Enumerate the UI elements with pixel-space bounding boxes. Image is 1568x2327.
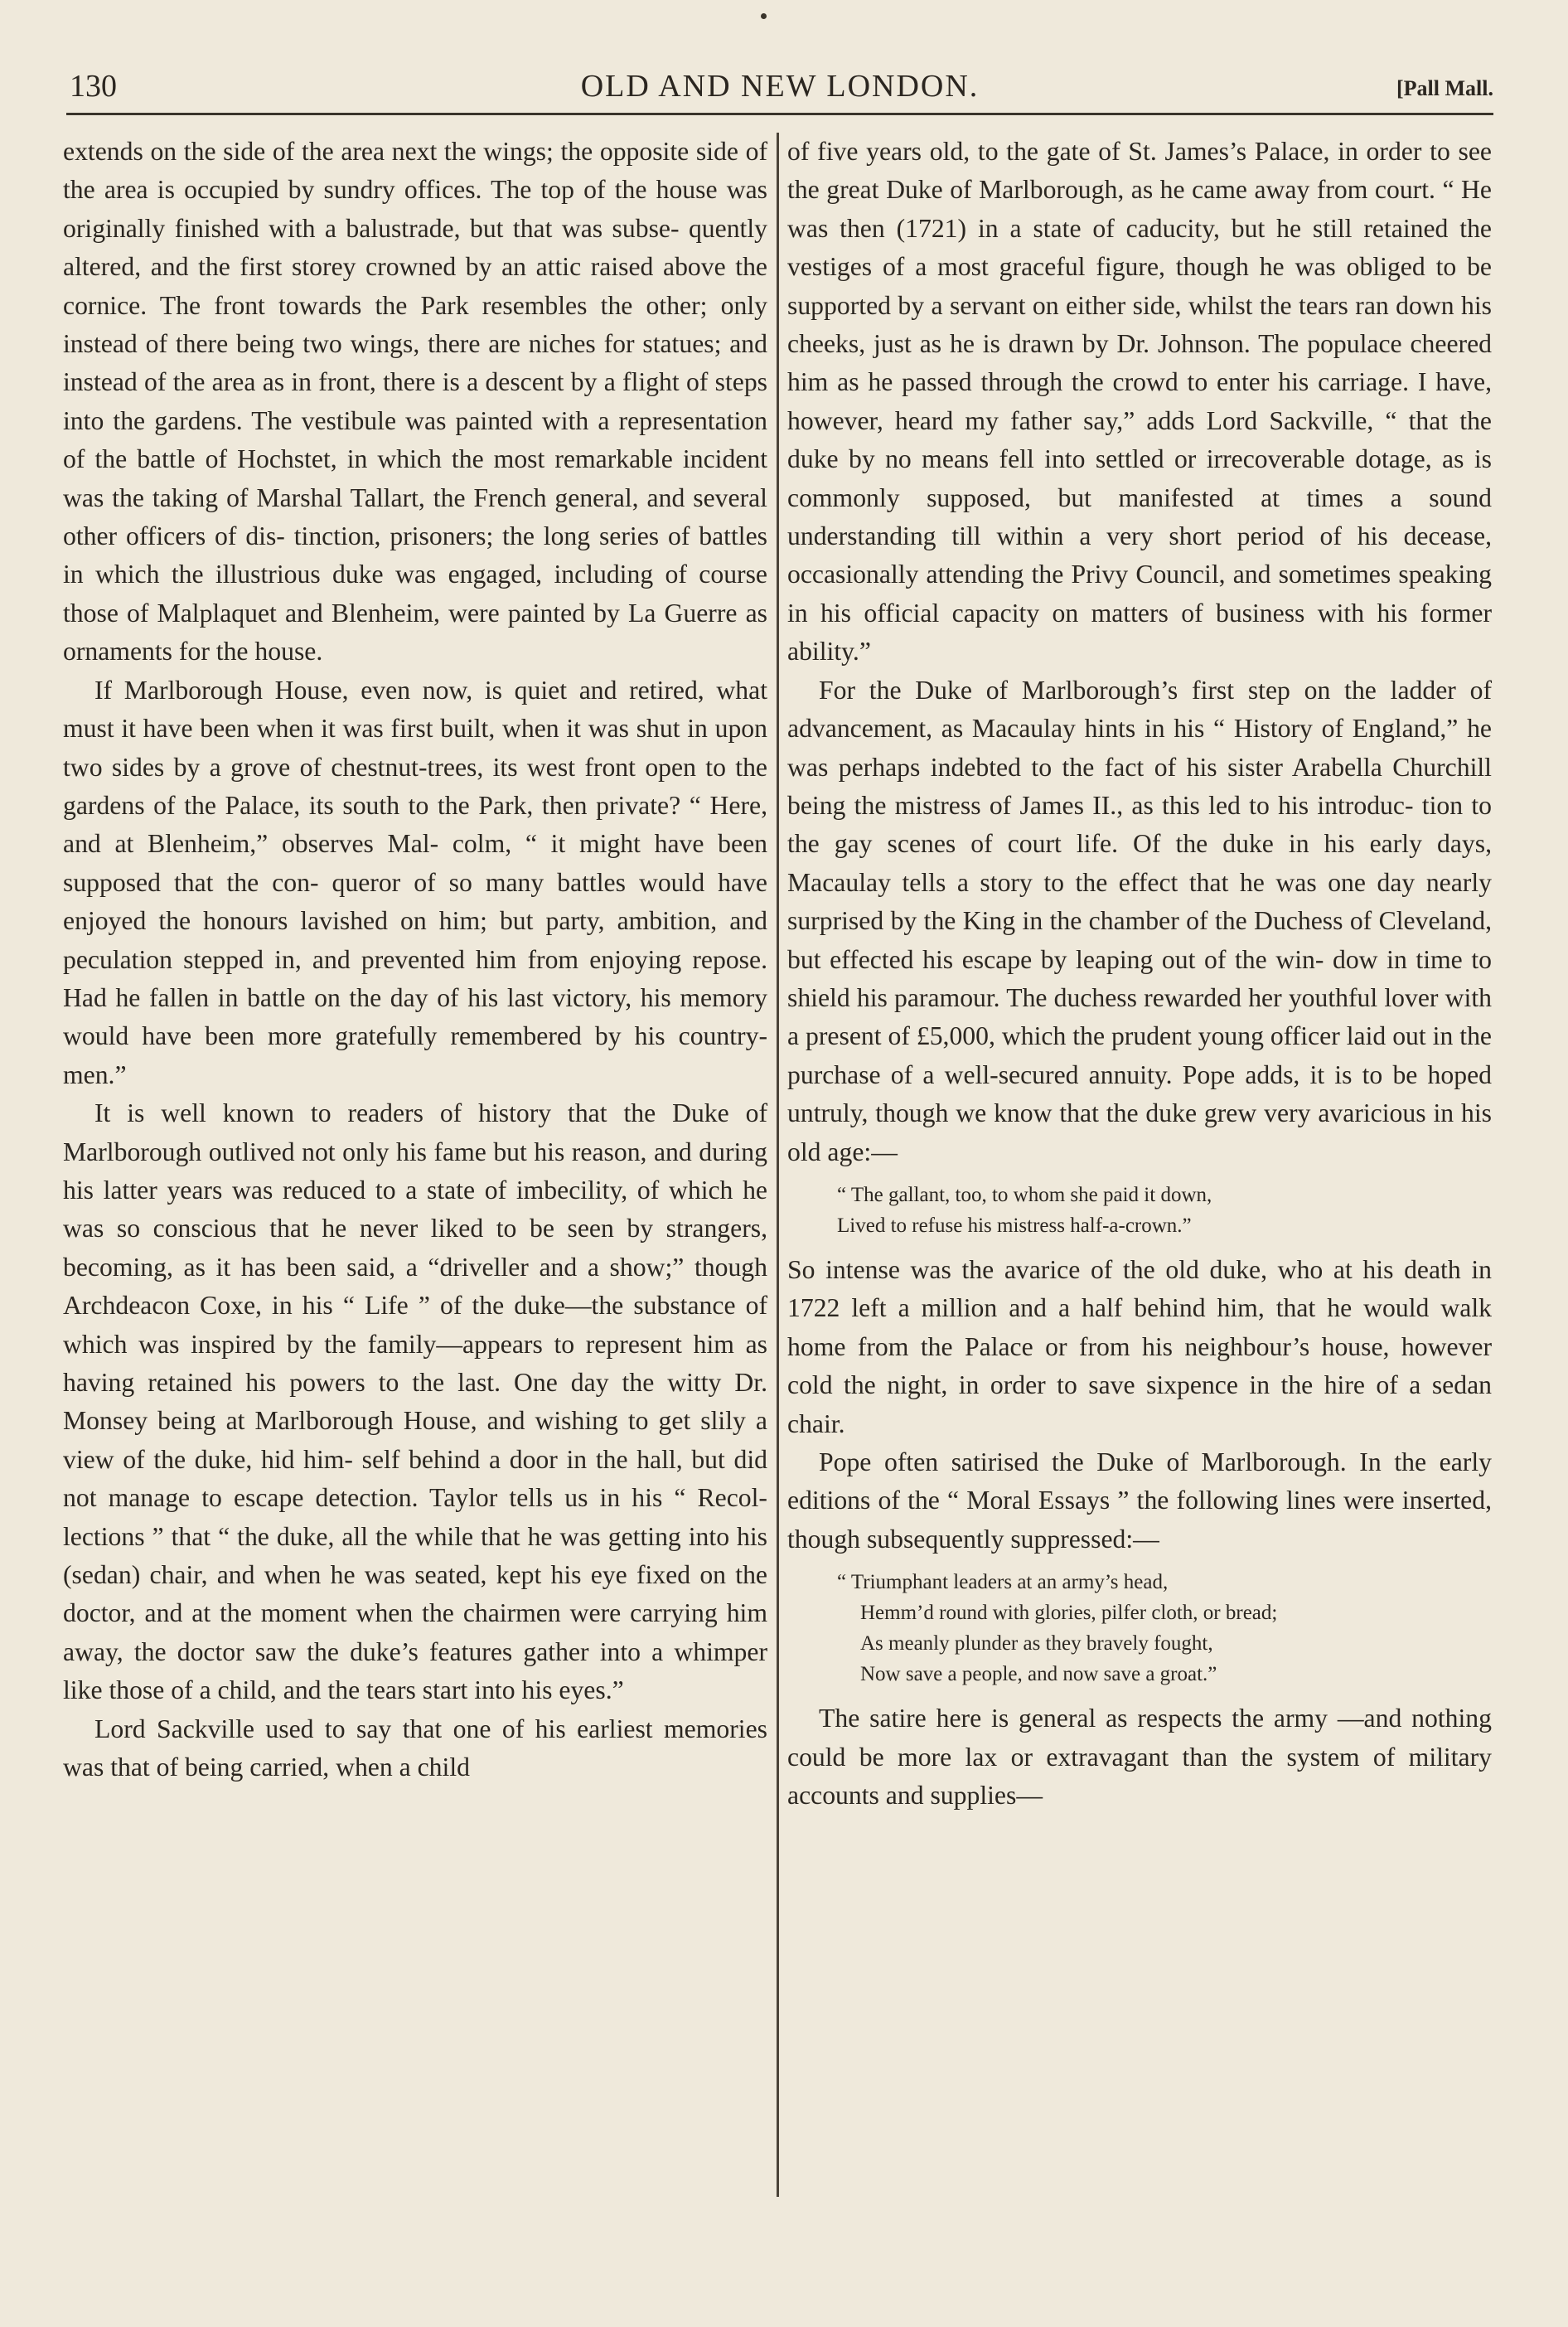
verse-line: Lived to refuse his mistress half-a-crown.” (837, 1214, 1192, 1237)
verse-quote (837, 1180, 1492, 1241)
verse-line: “ Triumphant leaders at an army’s head, (837, 1571, 1169, 1594)
section-label: [Pall Mall. (1396, 76, 1493, 100)
verse-line: As meanly plunder as they bravely fought, (860, 1632, 1213, 1656)
right-column (787, 133, 1492, 1815)
paragraph: If Marlborough House, even now, is quiet and retired, what must it have been when it was first built, when it was shut in upon two sides by a grove of chestnut-trees, its west front open to the gardens of the Palace, its south to the Park, then private? “ Here, and at Blenheim,” observes Mal- colm, “ it might have been supposed that the con- queror of so many battles would have enjoyed the honours lavished on him; but party, ambition, and peculation stepped in, and prevented him from enjoying repose. Had he fallen in battle on the day of his last victory, his memory would have been more gratefully remembered by his country- men.” (63, 675, 767, 1089)
column-divider (777, 133, 779, 2197)
verse-line: Hemm’d round with glories, pilfer cloth, or bread; (860, 1602, 1278, 1625)
paragraph: extends on the side of the area next the wings; the opposite side of the area is occupied by sundry offices. The top of the house was originally finished with a balustrade, but that was subse- quently altered, and the first storey crowned by an attic raised above the cornice. The front towards the Park resembles the other; only instead of there being two wings, there are niches for statues; and instead of the area as in front, there is a descent by a flight of steps into the gardens. The vestibule was painted with a representation of the battle of Hochstet, in which the most remarkable incident was the taking of Marshal Tallart, the French general, and several other officers of dis- tinction, prisoners; the long series of battles in which the illustrious duke was engaged, including of course those of Malplaquet and Blenheim, were painted by La Guerre as ornaments for the house. (63, 137, 767, 667)
paragraph: So intense was the avarice of the old duke, who at his death in 1722 left a million and a half behind him, that he would walk home from the Palace or from his neighbour’s house, however cold the night, in order to save sixpence in the hire of a sedan chair. (787, 1254, 1492, 1438)
page-number: 130 (70, 69, 117, 104)
header-rule (66, 113, 1493, 115)
book-title: OLD AND NEW LONDON. (580, 69, 980, 104)
verse-line: “ The gallant, too, to whom she paid it down, (837, 1183, 1212, 1206)
paragraph: Lord Sackville used to say that one of his earliest memories was that of being carried, when a child (63, 1714, 767, 1782)
paragraph: Pope often satirised the Duke of Marlborough. In the early editions of the “ Moral Essays ” the following lines were inserted, though subsequently suppressed:— (787, 1447, 1492, 1554)
running-header (66, 63, 1493, 116)
verse-line: Now save a people, and now save a groat.” (860, 1663, 1217, 1686)
paragraph: For the Duke of Marlborough’s first step on the ladder of advancement, as Macaulay hints in his “ History of England,” he was perhaps indebted to the fact of his sister Arabella Churchill being the mistress of James II., as this led to his introduc- tion to the gay scenes of court life. Of the duke in his early days, Macaulay tells a story to the effect that he was one day nearly surprised by the King in the chamber of the Duchess of Cleveland, but effected his escape by leaping out of the win- dow in time to shield his paramour. The duchess rewarded her youthful lover with a present of £5,000, which the prudent young officer laid out in the purchase of a well-secured annuity. Pope adds, it is to be hoped untruly, though we know that the duke grew very avaricious in his old age:— (787, 675, 1492, 1166)
paragraph: The satire here is general as respects the army —and nothing could be more lax or extravagant than the system of military accounts and supplies— (787, 1704, 1492, 1811)
left-column (63, 133, 767, 1786)
verse-quote (837, 1567, 1492, 1689)
print-mark (761, 13, 767, 19)
paragraph: of five years old, to the gate of St. James’s Palace, in order to see the great Duke of Marlborough, as he came away from court. “ He was then (1721) in a state of caducity, but he still retained the vestiges of a most graceful figure, though he was obliged to be supported by a servant on either side, whilst the tears ran down his cheeks, just as he is drawn by Dr. Johnson. The populace cheered him as he passed through the crowd to enter his carriage. I have, however, heard my father say,” adds Lord Sackville, “ that the duke by no means fell into settled or irrecoverable dotage, as is commonly supposed, but manifested at times a sound understanding till within a very short period of his decease, occasionally attending the Privy Council, and sometimes speaking in his official capacity on matters of business with his former ability.” (787, 137, 1492, 667)
paragraph: It is well known to readers of history that the Duke of Marlborough outlived not only his fame but his reason, and during his latter years was reduced to a state of imbecility, of which he was so conscious that he never liked to be seen by strangers, becoming, as it has been said, a “driveller and a show;” though Archdeacon Coxe, in his “ Life ” of the duke—the substance of which was inspired by the family—appears to represent him as having retained his powers to the last. One day the witty Dr. Monsey being at Marlborough House, and wishing to get slily a view of the duke, hid him- self behind a door in the hall, but did not manage to escape detection. Taylor tells us in his “ Recol- lections ” that “ the duke, all the while that he was getting into his (sedan) chair, and when he was seated, kept his eye fixed on the doctor, and at the moment when the chairmen were carrying him away, the doctor saw the duke’s features gather into a whimper like those of a child, and the tears start into his eyes.” (63, 1098, 767, 1705)
